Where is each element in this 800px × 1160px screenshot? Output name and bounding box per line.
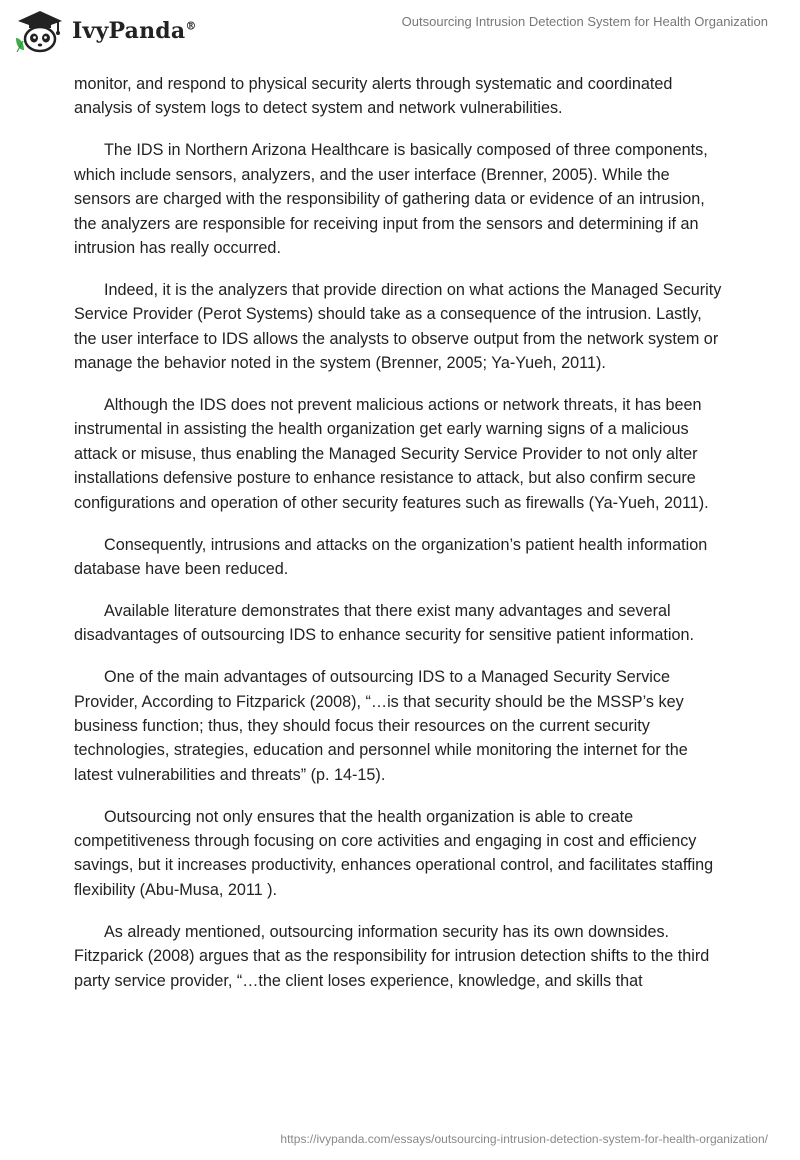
paragraph: As already mentioned, outsourcing information security has its own downsides. Fitzparick (2008) argues that as the responsibility for intrusion detection shifts to the third party service provider, “…the client loses experience, knowledge, and skills that: [74, 922, 710, 990]
paragraph: Consequently, intrusions and attacks on the organization’s patient health information database have been reduced.: [74, 535, 708, 578]
essay-body: [74, 72, 724, 1011]
paragraph: Outsourcing not only ensures that the health organization is able to create competitiveness through focusing on core activities and engaging in cost and efficiency savings, but it increases productivity, enhances operational control, and facilitates staffing flexibility (Abu-Musa, 2011 ).: [74, 807, 714, 899]
paragraph: One of the main advantages of outsourcing IDS to a Managed Security Service Provider, According to Fitzparick (2008), “…is that security should be the MSSP’s key business function; thus, they should focus their resources on the current security technologies, strategies, education and personnel while monitoring the internet for the latest vulnerabilities and threats” (p. 14-15).: [74, 668, 688, 784]
paragraph: Although the IDS does not prevent malicious actions or network threats, it has been instrumental in assisting the health organization get early warning signs of a malicious attack or misuse, thus enabling the Managed Security Service Provider to not only alter installations defensive posture to enhance resistance to attack, but also confirm secure configurations and operation of other security features such as firewalls (Ya-Yueh, 2011).: [74, 395, 709, 512]
paragraph: Indeed, it is the analyzers that provide direction on what actions the Managed Security Service Provider (Perot Systems) should take as a consequence of the intrusion. Lastly, the user interface to IDS allows the analysts to observe output from the network system or manage the behavior noted in the system (Brenner, 2005; Ya-Yueh, 2011).: [74, 280, 722, 373]
document-title: Outsourcing Intrusion Detection System for Health Organization: [401, 14, 768, 29]
source-url[interactable]: https://ivypanda.com/essays/outsourcing-intrusion-detection-system-for-health-organization/: [280, 1132, 768, 1146]
paragraph: monitor, and respond to physical security alerts through systematic and coordinated analysis of system logs to detect system and network vulnerabilities.: [74, 75, 673, 118]
page-header: [0, 0, 800, 70]
panda-graduate-icon: [14, 8, 66, 54]
paragraph: The IDS in Northern Arizona Healthcare is basically composed of three components, which include sensors, analyzers, and the user interface (Brenner, 2005). While the sensors are charged with the responsibility of gathering data or evidence of an intrusion, the analyzers are responsible for receiving input from the sensors and determining if an intrusion has really occurred.: [74, 141, 708, 257]
brand-name: IvyPanda®: [72, 18, 197, 44]
registered-mark: ®: [185, 19, 197, 33]
paragraph: Available literature demonstrates that there exist many advantages and several disadvantages of outsourcing IDS to enhance security for sensitive patient information.: [74, 601, 694, 645]
ivypanda-logo[interactable]: [14, 8, 197, 54]
